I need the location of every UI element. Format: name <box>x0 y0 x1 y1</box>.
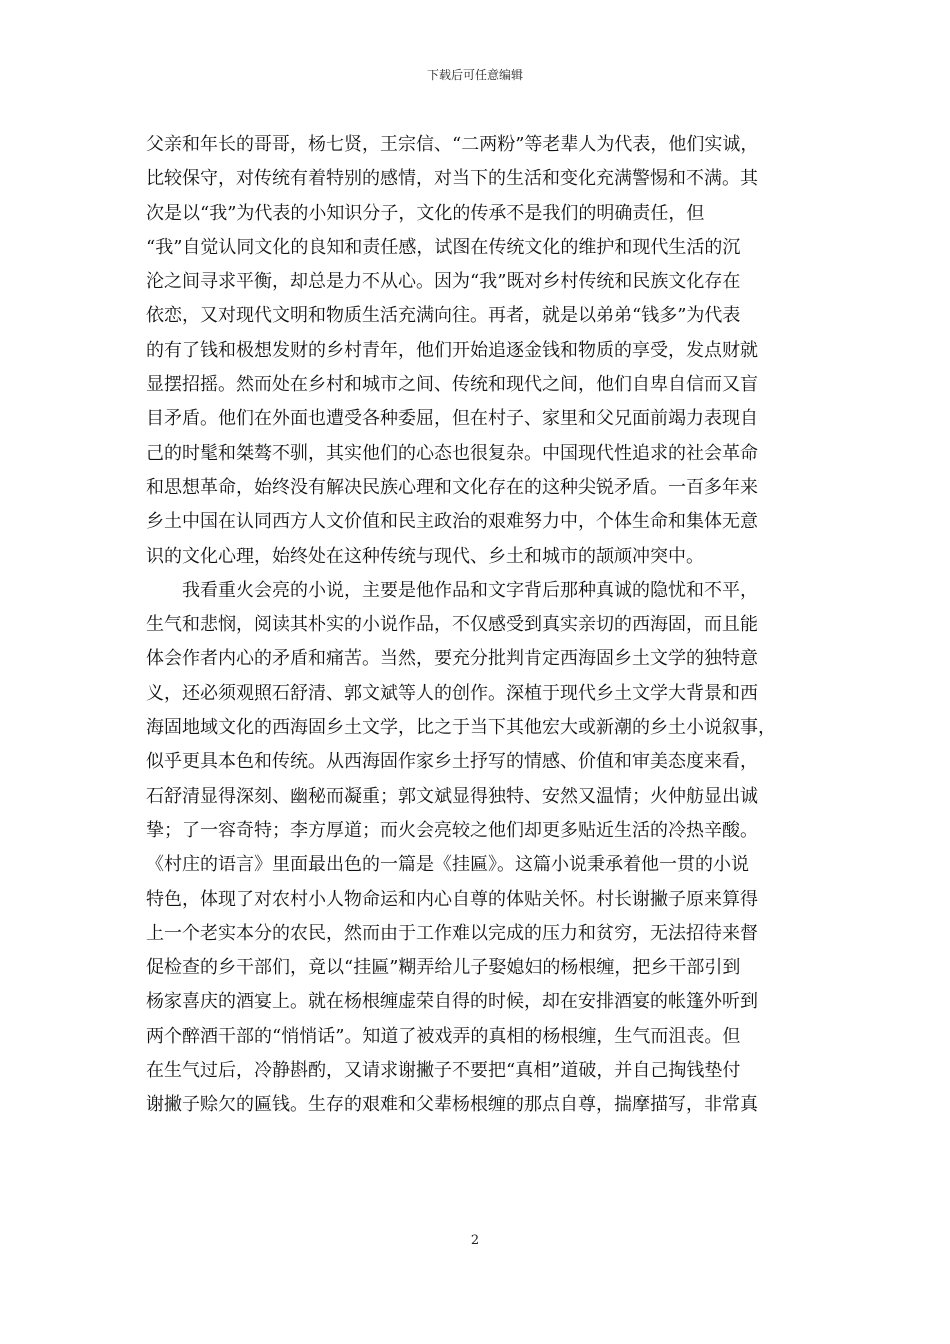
text-line: 两个醉酒干部的“悄悄话”。知道了被戏弄的真相的杨根缠，生气而沮丧。但 <box>146 1025 741 1047</box>
text-line: 上一个老实本分的农民，然而由于工作难以完成的压力和贫穷，无法招待来督 <box>146 922 758 944</box>
text-line: 义，还必须观照石舒清、郭文斌等人的创作。深植于现代乡土文学大背景和西 <box>146 682 758 704</box>
text-line: 在生气过后，冷静斟酌，又请求谢撇子不要把“真相”道破，并自己掏钱垫付 <box>146 1060 741 1082</box>
text-line: 和思想革命，始终没有解决民族心理和文化存在的这种尖锐矛盾。一百多年来 <box>146 476 758 498</box>
text-line: 杨家喜庆的酒宴上。就在杨根缠虚荣自得的时候，却在安排酒宴的帐篷外听到 <box>146 991 758 1013</box>
page-number: 2 <box>470 1233 480 1248</box>
paragraph-first-line: 我看重火会亮的小说，主要是他作品和文字背后那种真诚的隐忧和不平， <box>182 579 758 601</box>
text-line: 的有了钱和极想发财的乡村青年，他们开始追逐金钱和物质的享受，发点财就 <box>146 339 758 361</box>
text-line: 石舒清显得深刻、幽秘而凝重；郭文斌显得独特、安然又温情；火仲舫显出诚 <box>146 785 758 807</box>
text-line: 特色，体现了对农村小人物命运和内心自尊的体贴关怀。村长谢撇子原来算得 <box>146 888 758 910</box>
text-line: 促检查的乡干部们，竟以“挂匾”糊弄给儿子娶媳妇的杨根缠，把乡干部引到 <box>146 957 741 979</box>
text-line: 《村庄的语言》里面最出色的一篇是《挂匾》。这篇小说秉承着他一贯的小说 <box>146 854 749 876</box>
text-line: 依恋，又对现代文明和物质生活充满向往。再者，就是以弟弟“钱多”为代表 <box>146 305 741 327</box>
text-line: 目矛盾。他们在外面也遭受各种委屈，但在村子、家里和父兄面前竭力表现自 <box>146 408 758 430</box>
text-line: “我”自觉认同文化的良知和责任感，试图在传统文化的维护和现代生活的沉 <box>146 236 741 258</box>
page-header: 下载后可任意编辑 <box>426 68 523 82</box>
text-line: 识的文化心理，始终处在这种传统与现代、乡土和城市的颉颃冲突中。 <box>146 545 704 567</box>
text-line: 乡土中国在认同西方人文价值和民主政治的艰难努力中，个体生命和集体无意 <box>146 511 758 533</box>
body-text <box>146 128 806 1123</box>
text-line: 挚；了一容奇特；李方厚道；而火会亮较之他们却更多贴近生活的冷热辛酸。 <box>146 819 758 841</box>
text-line: 沦之间寻求平衡，却总是力不从心。因为“我”既对乡村传统和民族文化存在 <box>146 271 741 293</box>
text-line: 父亲和年长的哥哥，杨七贤，王宗信、“二两粉”等老辈人为代表，他们实诚， <box>146 134 759 155</box>
text-line: 似乎更具本色和传统。从西海固作家乡土抒写的情感、价值和审美态度来看， <box>146 751 758 773</box>
text-line: 体会作者内心的矛盾和痛苦。当然，要充分批判肯定西海固乡土文学的独特意 <box>146 648 758 670</box>
text-line: 生气和悲悯，阅读其朴实的小说作品，不仅感受到真实亲切的西海固，而且能 <box>146 614 758 636</box>
text-line: 比较保守，对传统有着特别的感情，对当下的生活和变化充满警惕和不满。其 <box>146 168 758 190</box>
text-line: 次是以“我”为代表的小知识分子，文化的传承不是我们的明确责任，但 <box>146 202 705 224</box>
text-line: 显摆招摇。然而处在乡村和城市之间、传统和现代之间，他们自卑自信而又盲 <box>146 374 758 396</box>
text-line: 己的时髦和桀骜不驯，其实他们的心态也很复杂。中国现代性追求的社会革命 <box>146 442 758 464</box>
text-line: 谢撇子赊欠的匾钱。生存的艰难和父辈杨根缠的那点自尊，揣摩描写，非常真 <box>146 1094 758 1116</box>
text-line: 海固地域文化的西海固乡土文学，比之于当下其他宏大或新潮的乡土小说叙事， <box>146 717 776 739</box>
